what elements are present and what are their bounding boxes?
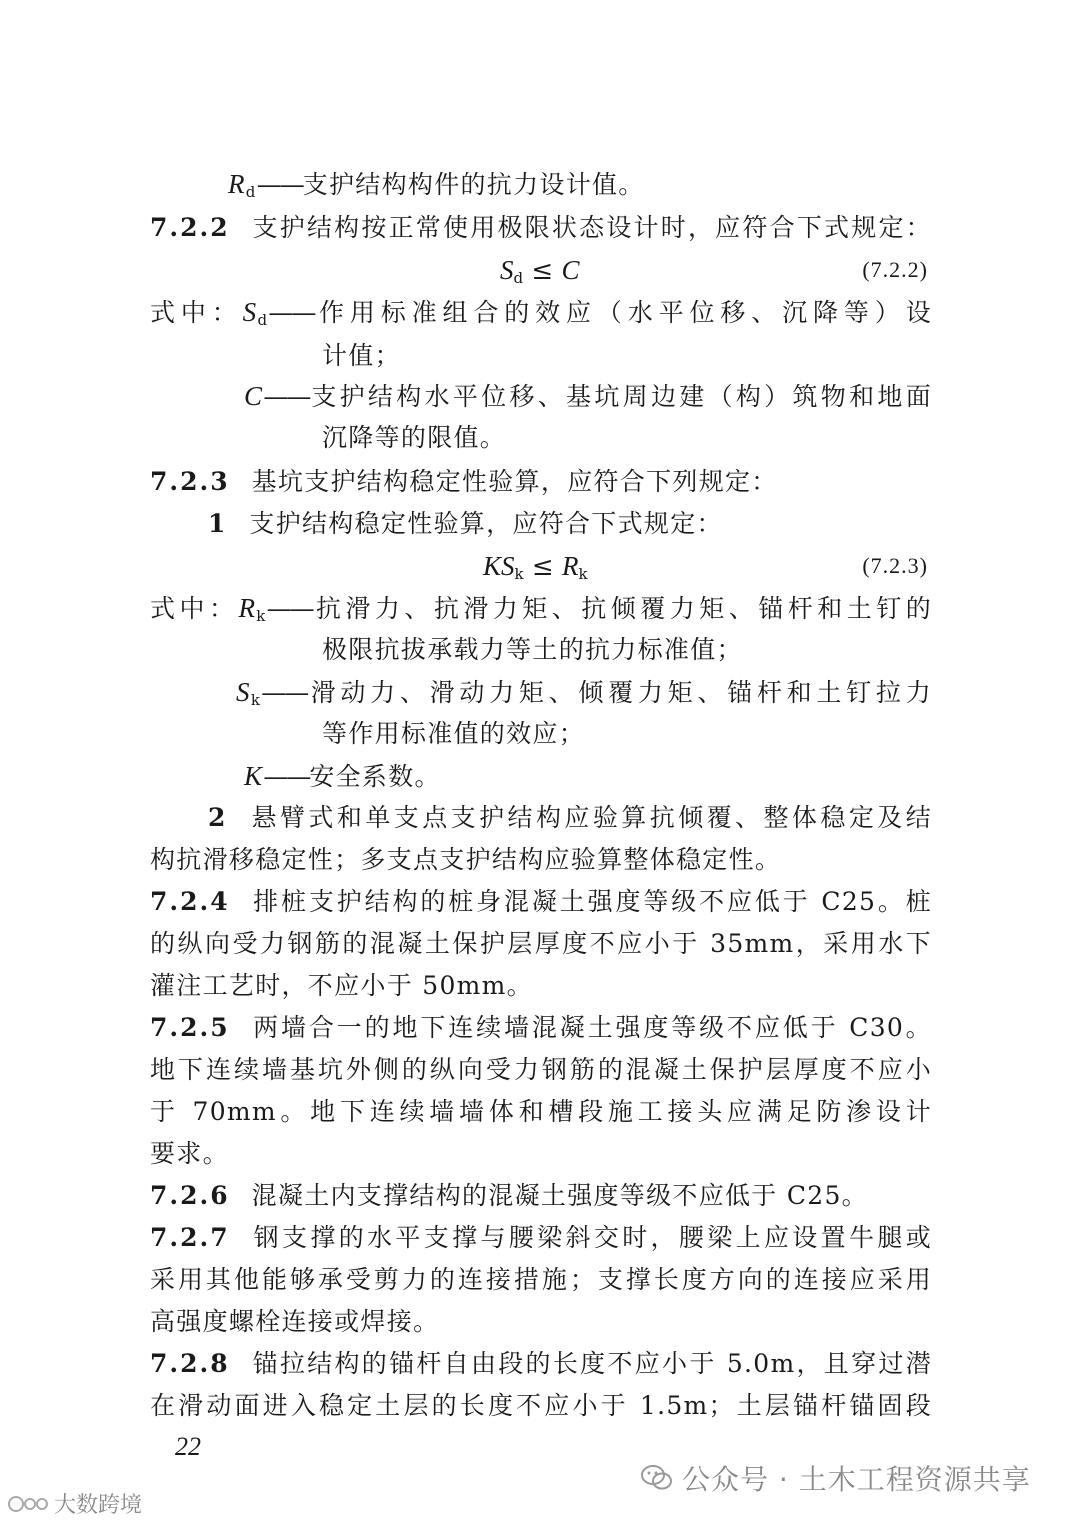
where-k: K——安全系数。 (244, 761, 441, 791)
clause-7-2-5-line3: 于 70mm。地下连续墙墙体和槽段施工接头应满足防渗设计 (150, 1097, 932, 1126)
clause-7-2-3: 7.2.3 基坑支护结构稳定性验算，应符合下列规定： (150, 467, 778, 496)
where-rk: 式中：$R_k——$抗滑力、抗滑力矩、抗倾覆力矩、锚杆和土钉的 (150, 593, 932, 625)
wechat-watermark: 公众号 · 土木工程资源共享 (640, 1458, 1031, 1498)
clause-7-2-2: 7.2.2 支护结构按正常使用极限状态设计时，应符合下式规定： (150, 213, 932, 242)
clause-7-2-7-line2: 采用其他能够承受剪力的连接措施；支撑长度方向的连接应采用 (150, 1265, 932, 1294)
item-2-cont: 构抗滑移稳定性；多支点支护结构应验算整体稳定性。 (150, 845, 782, 874)
definition-rd: $R_d——$支护结构构件的抗力设计值。 (228, 169, 645, 201)
logo-icon (6, 1493, 50, 1515)
where-rk-cont: 极限抗拔承载力等土的抗力标准值； (322, 635, 743, 664)
clause-7-2-4: 7.2.4 排桩支护结构的桩身混凝土强度等级不应低于 C25。桩 (150, 887, 932, 916)
clause-7-2-8: 7.2.8 锚拉结构的锚杆自由段的长度不应小于 5.0m，且穿过潜 (150, 1349, 932, 1378)
clause-7-2-4-line3: 灌注工艺时，不应小于 50mm。 (150, 971, 533, 1000)
clause-7-2-7-line3: 高强度螺栓连接或焊接。 (150, 1307, 440, 1336)
where-sk: $S_k——$滑动力、滑动力矩、倾覆力矩、锚杆和土钉拉力 (236, 677, 932, 709)
where-sd: 式中：$S_d——$作用标准组合的效应（水平位移、沉降等）设 (150, 297, 932, 329)
formula-7-2-3: $KS_k \le R_k$ (483, 551, 588, 583)
page-number: 22 (175, 1432, 201, 1461)
clause-7-2-6: 7.2.6 混凝土内支撑结构的混凝土强度等级不应低于 C25。 (150, 1181, 868, 1210)
item-1: 1 支护结构稳定性验算，应符合下式规定： (208, 509, 723, 538)
equation-number-7-2-3: (7.2.3) (862, 553, 928, 578)
where-c: C——支护结构水平位移、基坑周边建（构）筑物和地面 (244, 381, 932, 411)
clause-7-2-5-line4: 要求。 (150, 1139, 229, 1168)
clause-7-2-4-line2: 的纵向受力钢筋的混凝土保护层厚度不应小于 35mm，采用水下 (150, 929, 932, 958)
where-c-cont: 沉降等的限值。 (322, 423, 507, 452)
corner-watermark: 大数跨境 (6, 1488, 142, 1519)
clause-7-2-5-line2: 地下连续墙基坑外侧的纵向受力钢筋的混凝土保护层厚度不应小 (150, 1055, 932, 1084)
wechat-icon (640, 1463, 674, 1493)
clause-7-2-5: 7.2.5 两墙合一的地下连续墙混凝土强度等级不应低于 C30。 (150, 1013, 932, 1042)
item-2: 2 悬臂式和单支点支护结构应验算抗倾覆、整体稳定及结 (208, 803, 932, 832)
where-sd-cont: 计值； (322, 341, 401, 370)
clause-7-2-8-line2: 在滑动面进入稳定土层的长度不应小于 1.5m；土层锚杆锚固段 (150, 1391, 932, 1420)
formula-7-2-2: $S_d \le C$ (500, 255, 580, 287)
clause-7-2-7: 7.2.7 钢支撑的水平支撑与腰梁斜交时，腰梁上应设置牛腿或 (150, 1223, 932, 1252)
equation-number-7-2-2: (7.2.2) (862, 257, 928, 282)
where-sk-cont: 等作用标准值的效应； (322, 719, 586, 748)
